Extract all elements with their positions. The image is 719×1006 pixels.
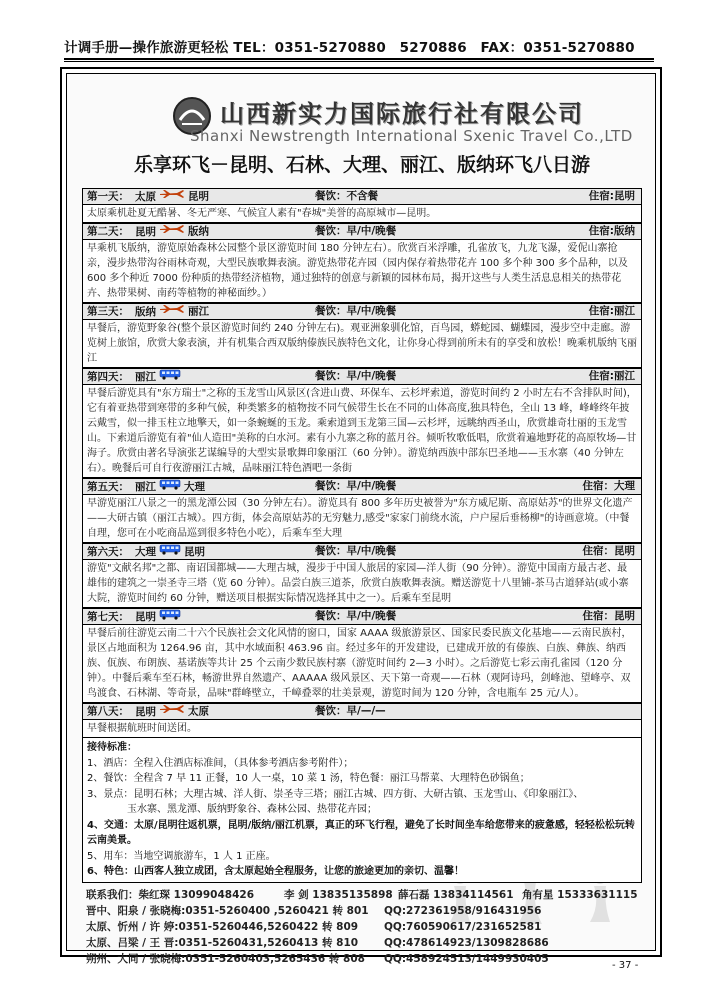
standards-item: 6、特色：山西客人独立成团，含太原起始全程服务，让您的旅途更加的亲切、温馨！ (87, 866, 464, 877)
day-label: 第四天 (87, 371, 119, 383)
day-route: 第七天： 昆明 (87, 609, 184, 625)
day-route: 第四天： 丽江 (87, 369, 184, 385)
header-rule-thin (64, 61, 654, 62)
standards-item: 3、景点：昆明石林；大理古城、洋人街、崇圣寺三塔；丽江古城、四方街、大研古镇、玉龙雪山、《印象丽江》、 (87, 788, 584, 800)
contact-qq: QQ:272361958/916431956 (384, 904, 542, 917)
contacts (82, 887, 642, 967)
day-block (82, 188, 642, 223)
route-from: 昆明 (135, 705, 156, 718)
reception-standards (82, 738, 642, 883)
standards-item: 4、交通：太原/昆明往返机票，昆明/版纳/丽江机票，真正的环飞行程，避免了长时间坐车给您带来的疲惫感，轻轻松松玩转云南美景。 (87, 819, 635, 846)
contact-row (82, 903, 642, 919)
day-block (82, 223, 642, 303)
route-from: 昆明 (135, 611, 156, 623)
day-header (82, 703, 642, 720)
day-block (82, 303, 642, 368)
contact-row (82, 951, 642, 967)
bus-icon (159, 479, 181, 495)
day-meal: 餐饮：早/中/晚餐 (315, 545, 397, 557)
standards-item: 1、酒店：全程入住酒店标准间，（具体参考酒店参考附件）； (87, 757, 354, 769)
standards-title: 接待标准： (87, 742, 137, 753)
day-route: 第三天： 版纳 丽江 (87, 305, 209, 318)
day-label: 第六天 (87, 546, 119, 558)
day-label: 第二天 (87, 225, 119, 238)
day-route: 第二天： 昆明 版纳 (87, 225, 209, 238)
day-block (82, 608, 642, 703)
day-stay: 住宿:丽江 (588, 305, 635, 317)
day-meal: 餐饮：早/中/晚餐 (315, 610, 397, 622)
day-header (82, 223, 642, 240)
day-route: 第五天： 丽江 大理 (87, 481, 205, 493)
contact-entry: 薛石磊 13834114561 (398, 888, 514, 901)
day-header (82, 608, 642, 625)
contact-row (82, 935, 642, 951)
day-label: 第三天 (87, 305, 119, 318)
day-meal: 餐饮：早/中/晚餐 (315, 225, 397, 237)
day-stay: 住宿：大理 (582, 480, 635, 492)
day-route: 第八天： 昆明 太原 (87, 705, 209, 718)
day-label: 第一天 (87, 190, 119, 203)
contact-qq: QQ:478614923/1309828686 (384, 936, 549, 949)
day-route: 第一天： 太原 昆明 (87, 190, 209, 203)
day-route: 第六天： 大理 昆明 (87, 546, 205, 558)
standards-item: 玉水寨、黑龙潭、版纳野象谷、森林公园、热带花卉园； (87, 804, 377, 815)
contact-row (82, 887, 642, 903)
contact-entry: 太原、忻州 / 许 婷:0351-5260446,5260422 转 809 (86, 920, 359, 933)
route-from: 太原 (135, 190, 156, 203)
contact-qq: QQ:760590617/231652581 (384, 920, 542, 933)
bus-icon (159, 609, 181, 625)
day-description: 早游览丽江八景之一的黑龙潭公园（30 分钟左右）。游览具有 800 多年历史被誉为"东方威尼斯、高原姑苏"的世界文化遗产——大研古镇（丽江古城）。四方街，体会高原姑苏的无穷魅力,感受"家家门前绕水流，户户屋后垂杨柳"的诗画意境。（中餐自理，您可在小吃商品巡到很多特色小吃），后乘车至大理 (82, 495, 642, 543)
company-header (82, 88, 642, 188)
route-to: 昆明 (188, 190, 209, 203)
contact-row (82, 919, 642, 935)
day-description: 早乘机飞版纳，游览原始森林公园整个景区游览时间 180 分钟左右）。欣赏百米浮雕，孔雀放飞，九龙飞瀑，爱伲山寨抢亲，漫步热带沟谷雨林奇观，大型民族歌舞表演。游览热带花卉园（园内保存着热带花卉 100 多个种 300 多个品种，以及 600 多个种近 7000 份种质的热带经济植物，通过独特的创意与新颖的园林布局，揭开这些与人类生活息息相关的热带花卉、热带果树、南药等植物的神秘面纱。） (82, 240, 642, 303)
day-header (82, 368, 642, 385)
day-description: 早餐根据航班时间送团。 (82, 720, 642, 738)
day-description: 早餐后前往游览云南二十六个民族社会文化风情的窗口，国家 AAAA 级旅游景区、国家民委民族文化基地——云南民族村，景区占地面积为 1264.96 亩，其中水域面积 463.96 亩。经过多年的开发建设，已建成开放的有傣族、白族、彝族、纳西族、佤族、布朗族、基诺族等共计 25 个云南少数民族村寨（游览时间约 2—3 小时）。之后游览七彩云南孔雀园（120 分钟）。中餐后乘车至石林，畅游世界自然遗产、AAAAA 级风景区、天下第一奇观——石林（观阿诗玛，剑峰池、望峰亭、双鸟渡食、石林湖、等奇景，品味"群峰壁立，千嶂叠翠的壮美景观，游览时间为 120 分钟，含电瓶车 25 元/人）。 (82, 625, 642, 703)
document-content (82, 88, 642, 967)
route-to: 昆明 (184, 546, 205, 558)
day-block (82, 478, 642, 543)
day-label: 第八天 (87, 705, 119, 718)
contact-entry: 朔州、大同 / 张晓梅:0351-5260403,5265436 转 808 (86, 952, 365, 965)
company-name-en: Shanxi Newstrength International Sxenic Travel Co.,LTD (190, 127, 633, 145)
route-from: 版纳 (135, 305, 156, 318)
day-description: 早餐后游览具有"东方瑞士"之称的玉龙雪山风景区(含进山费、环保车、云杉坪索道，游览时间约 2 小时左右不含排队时间)，它有着亚热带到寒带的多种气候，种类繁多的植物按不同气候带生长在不同的山体高度,独具特色，全山 13 峰，峰峰终年披云戴雪，似一排玉柱立地擎天，如一条蜿蜒的玉龙。乘索道到玉龙第三国—云杉坪，远眺纳西圣山，欣赏雄奇壮丽的玉龙雪山。下索道后游览有着"仙人造田"美称的白水河。素有小九寨之称的蓝月谷。倾听牧歌低唱，欣赏着遍地野花的高原牧场—甘海子。欣赏由著名导演张艺谋编导的大型实景歌舞印象丽江（60 分钟）。游览纳西族中部东巴圣地——玉水寨（40 分钟左右）。晚餐后可自行夜游丽江古城，品味丽江特色酒吧一条街 (82, 385, 642, 478)
route-from: 丽江 (135, 481, 156, 493)
day-block (82, 703, 642, 738)
day-header (82, 543, 642, 560)
route-to: 版纳 (188, 225, 209, 238)
route-from: 昆明 (135, 225, 156, 238)
day-meal: 餐饮：早/中/晚餐 (315, 480, 397, 492)
bus-icon (159, 369, 181, 385)
contact-qq: QQ:458924513/1449930405 (384, 952, 549, 965)
day-meal: 餐饮：早/中/晚餐 (315, 305, 397, 317)
route-to: 丽江 (188, 305, 209, 318)
day-header (82, 303, 642, 320)
contact-entry: 太原、吕梁 / 王 晋:0351-5260431,5260413 转 810 (86, 936, 359, 949)
tour-title: 乐享环飞－昆明、石林、大理、丽江、版纳环飞八日游 (133, 154, 590, 176)
contact-entry: 角有星 15333631115 (522, 888, 638, 901)
contact-entry: 晋中、阳泉 / 张晓梅:0351-5260400 ,5260421 转 801 (86, 904, 369, 917)
day-stay: 住宿:昆明 (588, 190, 635, 202)
header-contact-bar: 计调手册—操作旅游更轻松 TEL：0351-5270880 5270886 FAX：0351-5270880 (64, 40, 635, 56)
contact-entry: 联系我们：柴红琛 13099048426 (86, 888, 255, 901)
plane-icon (159, 224, 185, 239)
day-label: 第七天 (87, 611, 119, 623)
plane-icon (159, 189, 185, 204)
day-block (82, 368, 642, 478)
plane-icon (159, 304, 185, 319)
day-stay: 住宿：昆明 (582, 610, 635, 622)
company-name-cn: 山西新实力国际旅行社有限公司 (220, 100, 584, 128)
day-stay: 住宿：昆明 (582, 545, 635, 557)
route-to: 太原 (188, 705, 209, 718)
standards-item: 2、餐饮：全程含 7 早 11 正餐，10 人一桌，10 菜 1 汤，特色餐：丽江马帮菜、大理特色砂锅鱼； (87, 773, 530, 784)
day-stay: 住宿:丽江 (588, 370, 635, 382)
itinerary (82, 188, 642, 738)
route-from: 大理 (135, 546, 156, 558)
day-header (82, 188, 642, 205)
day-meal: 餐饮：早/中/晚餐 (315, 370, 397, 382)
day-description: 游览"文献名邦"之都、南诏国都城——大理古城，漫步于中国人旅居的家园—洋人街（90 分钟）。游览中国南方最古老、最雄伟的建筑之一崇圣寺三塔（览 60 分钟）。品尝白族三道茶，欣赏白族歌舞表演。赠送游览十八里铺-茶马古道驿站(或小寨大院，游览时间约 60 分钟，赠送项目根据实际情况选择其中之一）。后乘车至昆明 (82, 560, 642, 608)
day-stay: 住宿:版纳 (588, 225, 635, 237)
day-description: 太原乘机赴夏无酷暑、冬无严寒、气候宜人素有"春城"美誉的高原城市—昆明。 (82, 205, 642, 223)
day-header (82, 478, 642, 495)
day-meal: 餐饮：早/—/— (315, 705, 386, 717)
page-number: - 37 - (612, 960, 639, 971)
bus-icon (159, 544, 181, 560)
day-description: 早餐后，游览野象谷(整个景区游览时间约 240 分钟左右)。观亚洲象驯化馆，百鸟园，蟒蛇园、蝴蝶园，漫步空中走廊。游览树上旅馆，欣赏大象表演，并有机集合西双版纳傣族民族特色文化，让你身心得到前所未有的享受和放松！晚乘机版纳飞丽江 (82, 320, 642, 368)
route-from: 丽江 (135, 371, 156, 383)
day-label: 第五天 (87, 481, 119, 493)
day-meal: 餐饮：不含餐 (315, 190, 378, 202)
header-rule (64, 58, 654, 60)
route-to: 大理 (184, 481, 205, 493)
contact-entry: 李 剑 13835135898 (284, 888, 393, 901)
plane-icon (159, 704, 185, 719)
day-block (82, 543, 642, 608)
standards-item: 5、用车：当地空调旅游车，1 人 1 正座。 (87, 850, 276, 862)
